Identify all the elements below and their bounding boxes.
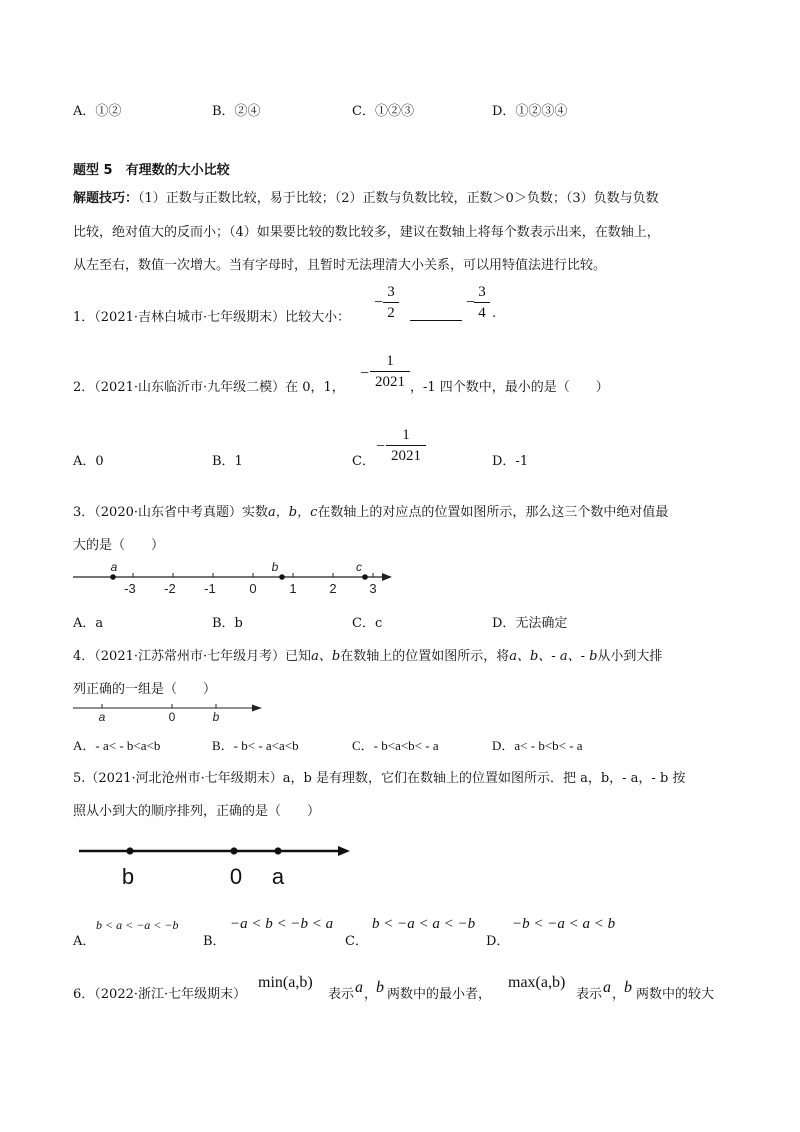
q6-max: max(a,b) <box>508 974 566 991</box>
q4-option-b: B．- b< - a<a<b <box>212 738 299 753</box>
q2-text-post: ，-1 四个数中，最小的是（ ） <box>410 380 609 395</box>
q2-fraction-den: 2021 <box>375 374 405 390</box>
q5-option-b-math: −a < b < −b < a <box>230 916 334 932</box>
tips-line-2: 比较，绝对值大的反而小；（4）如果要比较的数比较多，建议在数轴上将每个数表示出来，在数轴上， <box>73 225 660 240</box>
q6-min: min(a,b) <box>258 974 313 991</box>
q6-mid-3: 两数中的最小者， <box>387 987 492 1002</box>
q3-tick-label: 3 <box>369 581 377 596</box>
q3-point-label: c <box>356 560 362 574</box>
tips-label: 解题技巧： <box>73 191 139 206</box>
q1-text: 1．（2021·吉林白城市·七年级期末）比较大小： <box>73 310 351 325</box>
q4-axis-arrow <box>252 705 262 712</box>
q5-axis-arrow <box>338 846 350 856</box>
q3-line-1-post: 在数轴上的对应点的位置如图所示，那么这三个数中绝对值最 <box>317 505 669 520</box>
q4-label-b: b <box>212 710 220 724</box>
q4-vars-2: a、b、- a、- b <box>509 649 598 664</box>
q5-option-b-label: B． <box>203 934 226 949</box>
q2-option-c-num: 1 <box>402 427 410 443</box>
q4-line-2: 列正确的一组是（ ） <box>73 682 217 697</box>
q4-label-0: 0 <box>168 710 176 724</box>
q5-label-0: 0 <box>229 864 243 889</box>
q1-fraction-2-den: 4 <box>478 305 486 321</box>
q5-option-c-math: b < −a < a < −b <box>372 916 476 932</box>
tips-line-3: 从左至右，数值一次增大。当有字母时，且暂时无法理清大小关系，可以用特值法进行比较。 <box>73 258 607 273</box>
q4-line-1-pre: 4．（2021·江苏常州市·七年级月考）已知 <box>73 649 312 664</box>
q2-option-c-den: 2021 <box>391 448 421 464</box>
q3-point-c <box>362 574 368 580</box>
q3-option-a: A．a <box>73 616 104 631</box>
q5-line-1: 5.（2021·河北沧州市·七年级期末）a，b 是有理数，它们在数轴上的位置如图所示．把 a，b，- a，- b 按 <box>73 771 686 786</box>
q3-option-d: D．无法确定 <box>492 616 568 631</box>
q6-mid-4: 表示 <box>576 987 603 1002</box>
q4-line-1-mid: 在数轴上的位置如图所示，将 <box>340 649 510 664</box>
q2-option-c-fraction <box>386 426 426 465</box>
q1-period: . <box>492 306 497 321</box>
q2-fraction <box>370 352 410 391</box>
q4-number-line <box>70 696 270 724</box>
q2-fraction-num: 1 <box>386 353 394 369</box>
q5-label-b: b <box>121 864 135 889</box>
q5-point-b <box>126 847 133 854</box>
q4-label-a: a <box>98 710 106 724</box>
q3-tick-label: -1 <box>204 581 216 596</box>
q3-option-c: C．c <box>352 616 383 631</box>
prev-option-a: A．①② <box>73 104 122 119</box>
q3-axis-arrow <box>382 573 392 581</box>
q5-label-a: a <box>271 864 285 889</box>
q1-minus-2: − <box>466 294 476 311</box>
q5-option-a-label: A． <box>73 934 96 949</box>
q1-fraction-1-num: 3 <box>387 284 395 300</box>
q6-pre: 6．（2022·浙江·七年级期末） <box>73 987 247 1002</box>
q4-option-d: D．a< - b<b< - a <box>492 738 583 753</box>
q3-tick-label: 1 <box>289 581 297 596</box>
q6-var-a-1: a <box>355 979 363 996</box>
q4-vars: a、b <box>311 649 341 664</box>
q3-number-line <box>70 558 400 598</box>
q2-option-b: B．1 <box>212 454 243 469</box>
prev-option-d: D．①②③④ <box>492 104 568 119</box>
q2-text-pre: 2．（2021·山东临沂市·九年级二模）在 0，1， <box>73 380 345 395</box>
q6-post: 两数中的较大 <box>636 987 715 1002</box>
q5-point-0 <box>230 847 237 854</box>
q1-answer-blank[interactable] <box>410 319 462 321</box>
q6-mid-1: 表示 <box>328 987 355 1002</box>
q5-option-c-label: C． <box>345 934 368 949</box>
q3-tick-label: 2 <box>329 581 337 596</box>
q5-option-d-label: D． <box>486 934 510 949</box>
q3-point-a <box>110 574 116 580</box>
q6-var-b-1: b <box>376 979 384 996</box>
q2-option-c-label: C． <box>352 454 375 469</box>
q1-minus-1: − <box>374 294 384 311</box>
q4-option-a: A．- a< - b<a<b <box>73 738 161 753</box>
q6-var-a-2: a <box>603 979 611 996</box>
q3-tick-label: -3 <box>124 581 136 596</box>
prev-option-c: C．①②③ <box>352 104 414 119</box>
q1-fraction-1-den: 2 <box>387 305 395 321</box>
prev-option-b: B．②④ <box>212 104 261 119</box>
q3-point-b <box>279 574 285 580</box>
q3-line-1 <box>73 501 668 520</box>
q5-option-d-math: −b < −a < a < b <box>512 916 616 932</box>
q3-option-b: B．b <box>212 616 243 631</box>
q3-tick-label: -2 <box>164 581 176 596</box>
q2-option-c-minus: − <box>376 438 386 455</box>
q2-option-a: A．0 <box>73 454 104 469</box>
q3-vars: a，b，c <box>268 505 318 520</box>
q4-line-1-post: 从小到大排 <box>597 649 663 664</box>
q4-option-c: C．- b<a<b< - a <box>352 738 439 753</box>
q3-point-label: a <box>110 560 118 574</box>
tips-text-1: （1）正数与正数比较，易于比较；（2）正数与负数比较，正数＞0＞负数；（3）负数与负数 <box>138 191 659 206</box>
q3-point-label: b <box>271 560 279 574</box>
q2-minus: − <box>360 365 370 382</box>
q6-mid-5: ， <box>612 987 626 1002</box>
q3-tick-label: 0 <box>249 581 257 596</box>
q1-fraction-2 <box>474 283 490 322</box>
q2-option-d: D．-1 <box>492 454 529 469</box>
tips-line-1 <box>73 187 659 206</box>
q5-number-line <box>76 838 356 894</box>
q6-mid-2: ， <box>364 987 378 1002</box>
q5-point-a <box>274 847 281 854</box>
q3-line-1-pre: 3．（2020·山东省中考真题）实数 <box>73 505 268 520</box>
q1-fraction-2-num: 3 <box>478 284 486 300</box>
q5-line-2: 照从小到大的顺序排列，正确的是（ ） <box>73 804 321 819</box>
section-title: 题型 5 有理数的大小比较 <box>73 163 230 178</box>
q1-fraction-1 <box>383 283 399 322</box>
q5-option-a-math: b < a < −a < −b <box>96 918 179 932</box>
q4-line-1 <box>73 645 662 664</box>
q6-var-b-2: b <box>624 979 632 996</box>
q3-line-2: 大的是（ ） <box>73 538 165 553</box>
